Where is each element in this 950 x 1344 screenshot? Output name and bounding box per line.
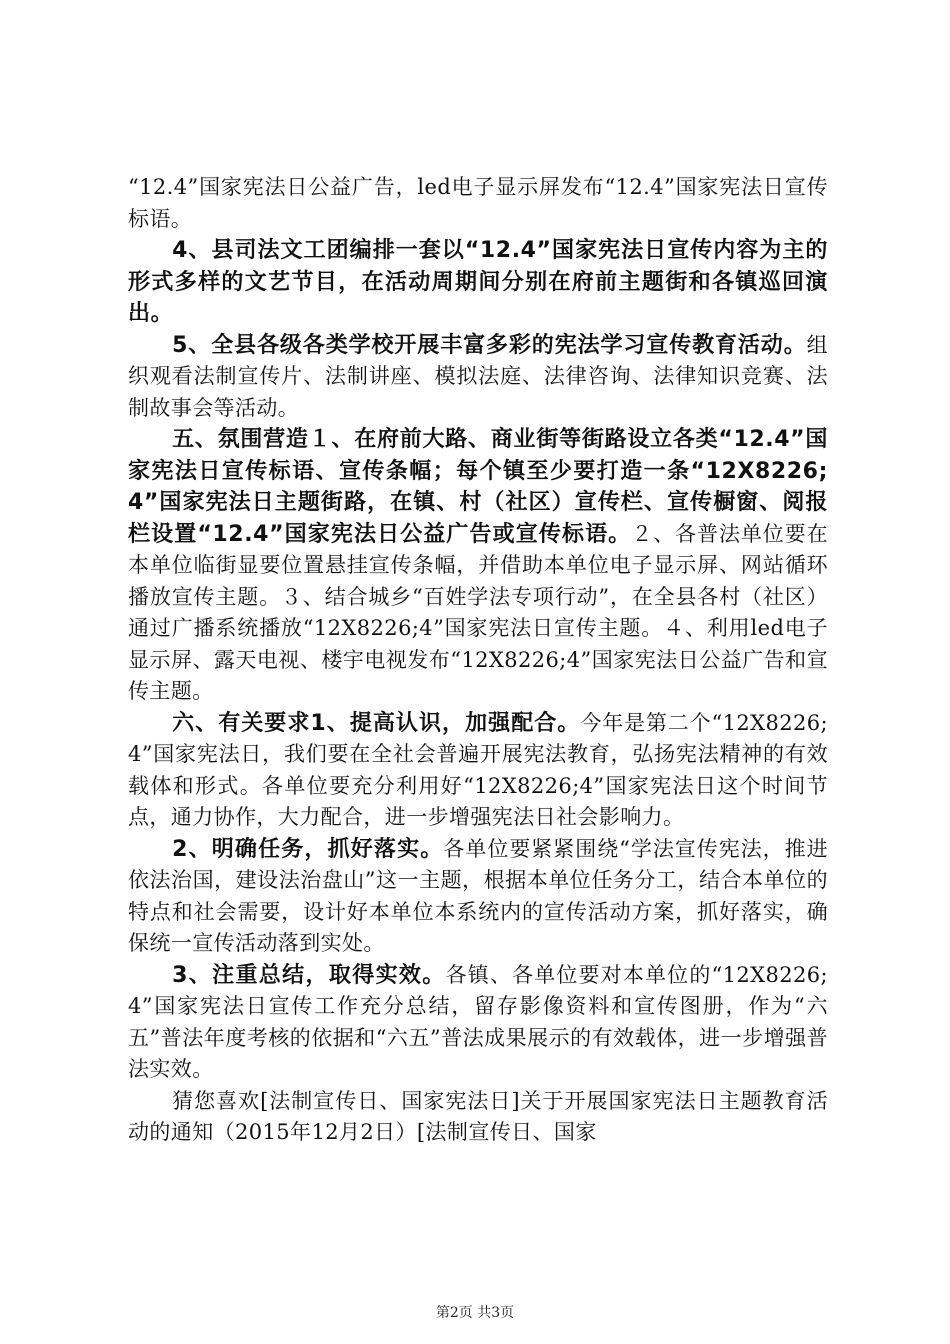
bold-heading-text: 六、有关要求1、提高认识，加强配合。 — [172, 710, 581, 736]
page-footer: 第2页 共3页 — [435, 1305, 515, 1321]
body-text: 各单位要紧紧围绕“学法宣传宪法，推进依法治国，建设法治盘山”这一主题，根据本单位任务分工，结合本单位的特点和社会需要，设计好本单位本系统内的宣传活动方案，抓好落实，确保统一宣传活动落到实处。 — [128, 836, 829, 955]
bold-heading-text: 2、明确任务，抓好落实。 — [172, 836, 444, 862]
paragraph-8 — [128, 1086, 828, 1149]
body-text: 猜您喜欢[法制宣传日、国家宪法日]关于开展国家宪法日主题教育活动的通知（2015年12月2日）[法制宣传日、国家 — [128, 1088, 828, 1144]
body-text: ２、各普法单位要在本单位临街显要位置悬挂宣传条幅，并借助本单位电子显示屏、网站循环播放宣传主题。３、结合城乡“百姓学法专项行动”，在全县各村（社区）通过广播系统播放“12X8226;4”国家宪法日宣传主题。４、利用led电子显示屏、露天电视、楼宇电视发布“12X8226;4”国家宪法日公益广告和宣传主题。 — [128, 521, 828, 703]
body-text: 今年是第二个“12X8226;4”国家宪法日，我们要在全社会普遍开展宪法教育，弘扬宪法精神的有效载体和形式。各单位要充分利用好“12X8226;4”国家宪法日这个时间节点，通力协作，大力配合，进一步增强宪法日社会影响力。 — [128, 710, 828, 829]
body-text: 各镇、各单位要对本单位的“12X8226;4”国家宪法日宣传工作充分总结，留存影像资料和宣传图册，作为“六五”普法年度考核的依据和“六五”普法成果展示的有效载体，进一步增强普法实效。 — [128, 962, 828, 1081]
document-body — [128, 172, 828, 1149]
paragraph-2 — [128, 235, 828, 330]
paragraph-3 — [128, 330, 828, 425]
body-text: 组织观看法制宣传片、法制讲座、模拟法庭、法律咨询、法律知识竞赛、法制故事会等活动。 — [128, 332, 828, 420]
paragraph-4 — [128, 424, 828, 708]
bold-heading-text: 3、注重总结，取得实效。 — [172, 962, 446, 988]
bold-heading-text: 五、氛围营造１、在府前大路、商业街等街路设立各类“12.4”国家宪法日宣传标语、宣传条幅；每个镇至少要打造一条“12X8226;4”国家宪法日主题街路，在镇、村（社区）宣传栏、宣传橱窗、阅报栏设置“12.4”国家宪法日公益广告或宣传标语。 — [128, 427, 828, 547]
bold-heading-text: 4、县司法文工团编排一套以“12.4”国家宪法日宣传内容为主的形式多样的文艺节目，在活动周期间分别在府前主题街和各镇巡回演出。 — [128, 238, 828, 326]
paragraph-6 — [128, 834, 828, 960]
bold-heading-text: 5、全县各级各类学校开展丰富多彩的宪法学习宣传教育活动。 — [172, 332, 807, 358]
paragraph-5 — [128, 708, 828, 834]
paragraph-1 — [128, 172, 828, 235]
paragraph-7 — [128, 960, 828, 1086]
body-text: “12.4”国家宪法日公益广告，led电子显示屏发布“12.4”国家宪法日宣传标语。 — [128, 175, 828, 231]
